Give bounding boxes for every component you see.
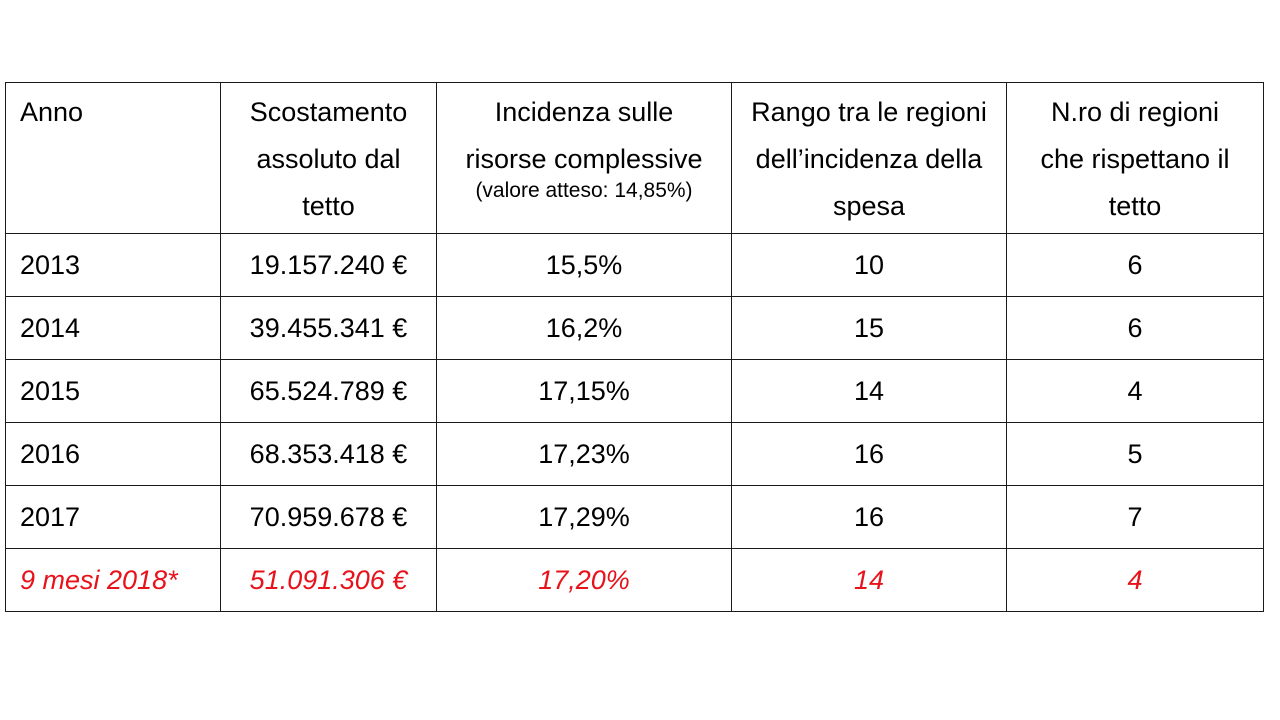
cell-rango: 10 xyxy=(732,234,1007,297)
table-row xyxy=(6,423,1264,486)
cell-anno: 2016 xyxy=(6,423,221,486)
cell-anno: 9 mesi 2018* xyxy=(6,549,221,612)
cell-incidenza: 17,15% xyxy=(437,360,732,423)
header-anno: Anno xyxy=(6,83,221,234)
table-row xyxy=(6,486,1264,549)
cell-nro-regioni: 6 xyxy=(1007,297,1264,360)
cell-anno: 2015 xyxy=(6,360,221,423)
cell-anno: 2017 xyxy=(6,486,221,549)
cell-incidenza: 17,20% xyxy=(437,549,732,612)
header-scostamento: Scostamento assoluto dal tetto xyxy=(221,83,437,234)
cell-anno: 2013 xyxy=(6,234,221,297)
cell-scostamento: 65.524.789 € xyxy=(221,360,437,423)
cell-incidenza: 17,29% xyxy=(437,486,732,549)
cell-scostamento: 51.091.306 € xyxy=(221,549,437,612)
cell-rango: 16 xyxy=(732,486,1007,549)
header-nro-regioni: N.ro di regioni che rispettano il tetto xyxy=(1007,83,1264,234)
cell-incidenza: 16,2% xyxy=(437,297,732,360)
cell-incidenza: 15,5% xyxy=(437,234,732,297)
cell-scostamento: 70.959.678 € xyxy=(221,486,437,549)
cell-rango: 14 xyxy=(732,360,1007,423)
cell-rango: 15 xyxy=(732,297,1007,360)
cell-scostamento: 68.353.418 € xyxy=(221,423,437,486)
data-table-container xyxy=(5,82,1263,612)
cell-nro-regioni: 5 xyxy=(1007,423,1264,486)
cell-scostamento: 19.157.240 € xyxy=(221,234,437,297)
table-row xyxy=(6,297,1264,360)
cell-nro-regioni: 7 xyxy=(1007,486,1264,549)
cell-nro-regioni: 6 xyxy=(1007,234,1264,297)
table-row xyxy=(6,234,1264,297)
cell-anno: 2014 xyxy=(6,297,221,360)
header-rango: Rango tra le regioni dell’incidenza della spesa xyxy=(732,83,1007,234)
data-table xyxy=(5,82,1264,612)
cell-nro-regioni: 4 xyxy=(1007,549,1264,612)
cell-rango: 14 xyxy=(732,549,1007,612)
header-incidenza: Incidenza sulle risorse complessive (valore atteso: 14,85%) xyxy=(437,83,732,234)
cell-incidenza: 17,23% xyxy=(437,423,732,486)
table-row xyxy=(6,360,1264,423)
table-row-highlighted xyxy=(6,549,1264,612)
cell-rango: 16 xyxy=(732,423,1007,486)
cell-scostamento: 39.455.341 € xyxy=(221,297,437,360)
header-incidenza-note: (valore atteso: 14,85%) xyxy=(475,179,693,202)
cell-nro-regioni: 4 xyxy=(1007,360,1264,423)
table-header-row xyxy=(6,83,1264,234)
